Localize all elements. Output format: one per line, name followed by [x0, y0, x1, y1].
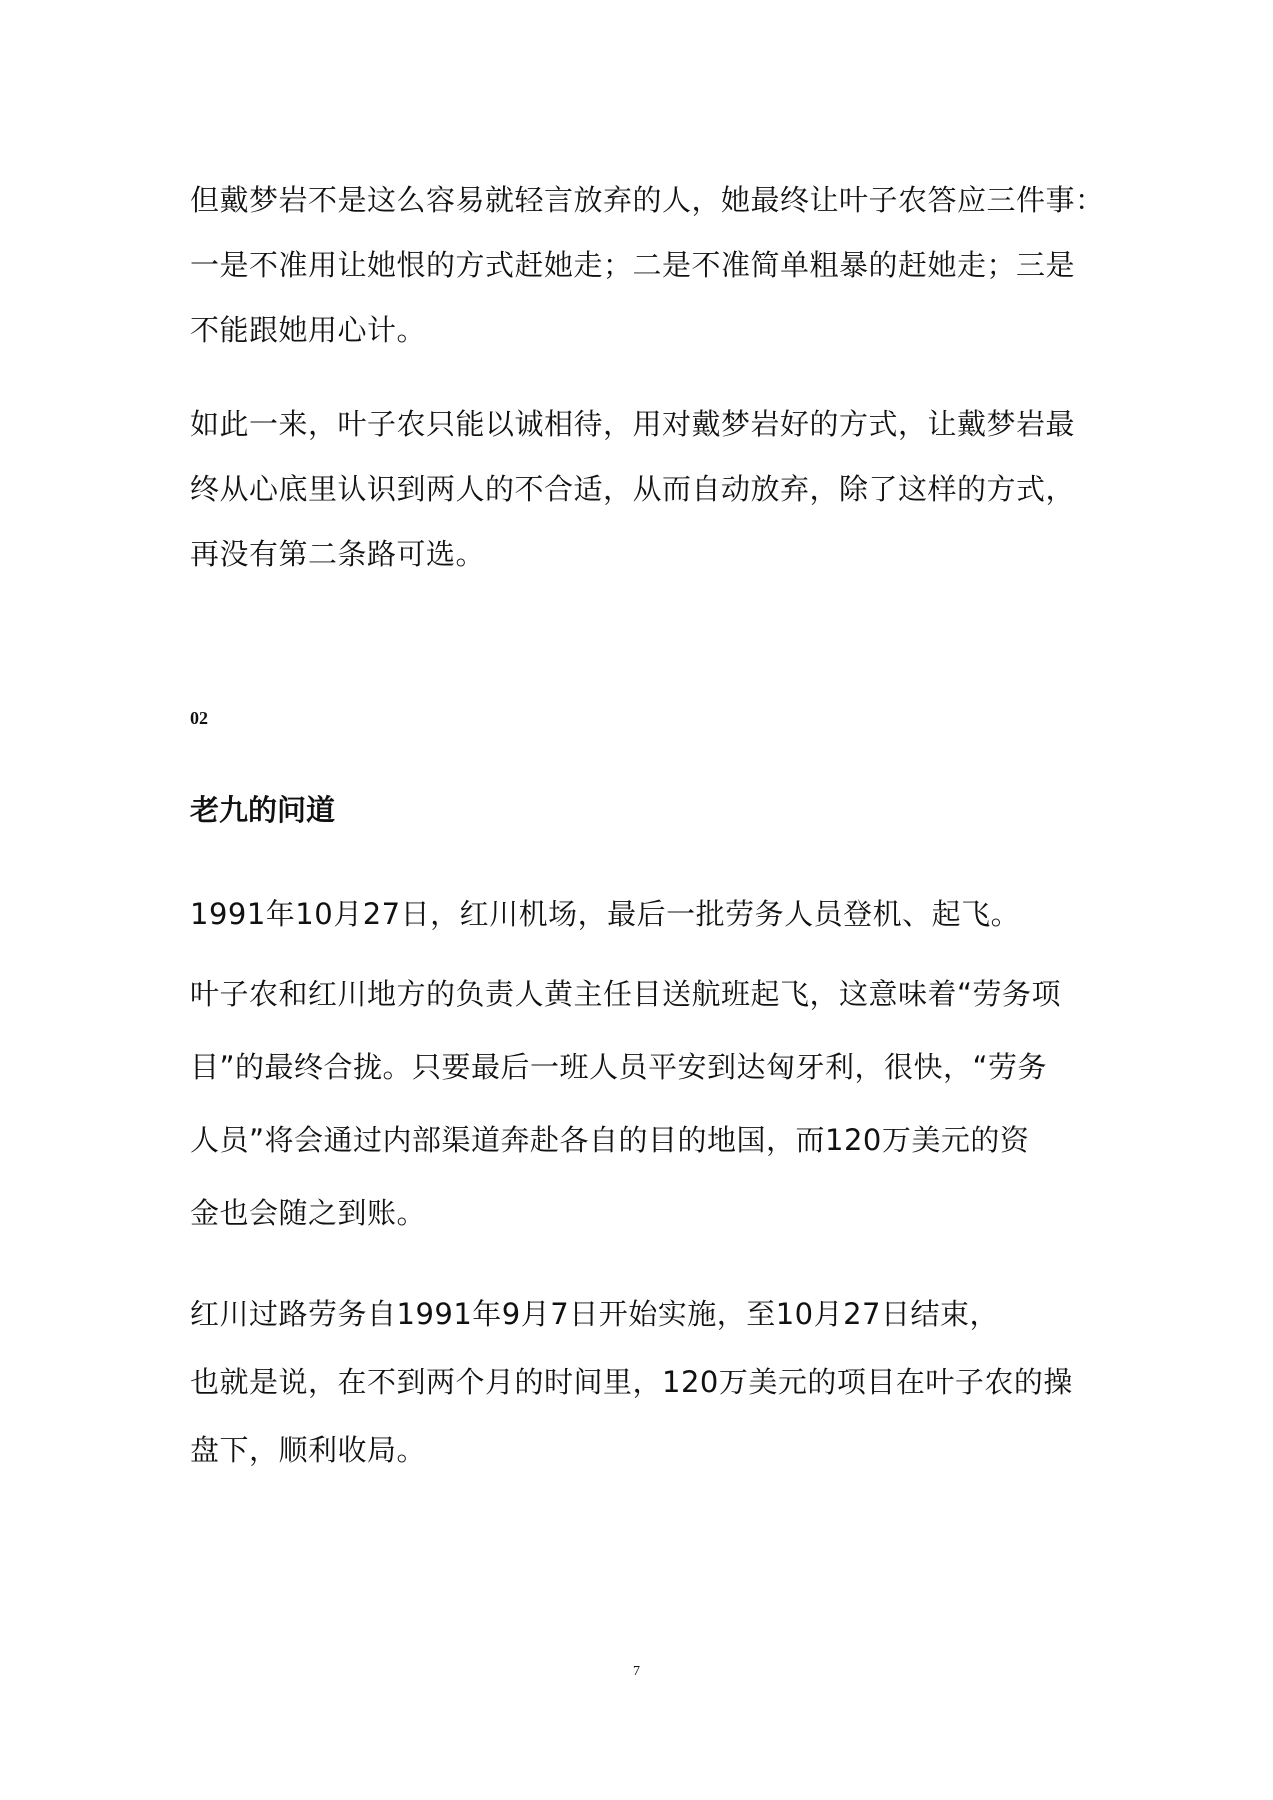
section-title: 老九的问道 — [190, 793, 336, 827]
text-line: 不能跟她用心计。 — [190, 313, 427, 347]
page-number: 7 — [633, 1664, 640, 1679]
text-line: 目”的最终合拢。只要最后一班人员平安到达匈牙利，很快，“劳务 — [190, 1050, 1048, 1084]
text-line: 金也会随之到账。 — [190, 1196, 427, 1230]
text-line: 盘下，顺利收局。 — [190, 1433, 427, 1467]
text-line: 终从心底里认识到两人的不合适，从而自动放弃，除了这样的方式， — [190, 472, 1076, 506]
paragraph-sincerity — [190, 392, 1120, 587]
text-line: 1991年10月27日，红川机场，最后一批劳务人员登机、起飞。 — [190, 897, 1021, 931]
paragraph-conclusion — [190, 1280, 1120, 1484]
text-line: 红川过路劳务自1991年9月7日开始实施，至10月27日结束， — [190, 1297, 1000, 1331]
text-line: 如此一来，叶子农只能以诚相待，用对戴梦岩好的方式，让戴梦岩最 — [190, 407, 1076, 441]
text-line: 一是不准用让她恨的方式赶她走；二是不准简单粗暴的赶她走；三是 — [190, 248, 1076, 282]
paragraph-commitments — [190, 168, 1120, 363]
paragraph-airport — [190, 882, 1120, 947]
text-line: 但戴梦岩不是这么容易就轻言放弃的人，她最终让叶子农答应三件事： — [190, 183, 1105, 217]
text-line: 叶子农和红川地方的负责人黄主任目送航班起飞，这意味着“劳务项 — [190, 977, 1062, 1011]
text-line: 人员”将会通过内部渠道奔赴各自的目的地国，而120万美元的资 — [190, 1123, 1030, 1157]
paragraph-departure — [190, 958, 1120, 1250]
text-line: 也就是说，在不到两个月的时间里，120万美元的项目在叶子农的操 — [190, 1365, 1073, 1399]
text-line: 再没有第二条路可选。 — [190, 537, 486, 571]
section-number: 02 — [190, 708, 208, 728]
